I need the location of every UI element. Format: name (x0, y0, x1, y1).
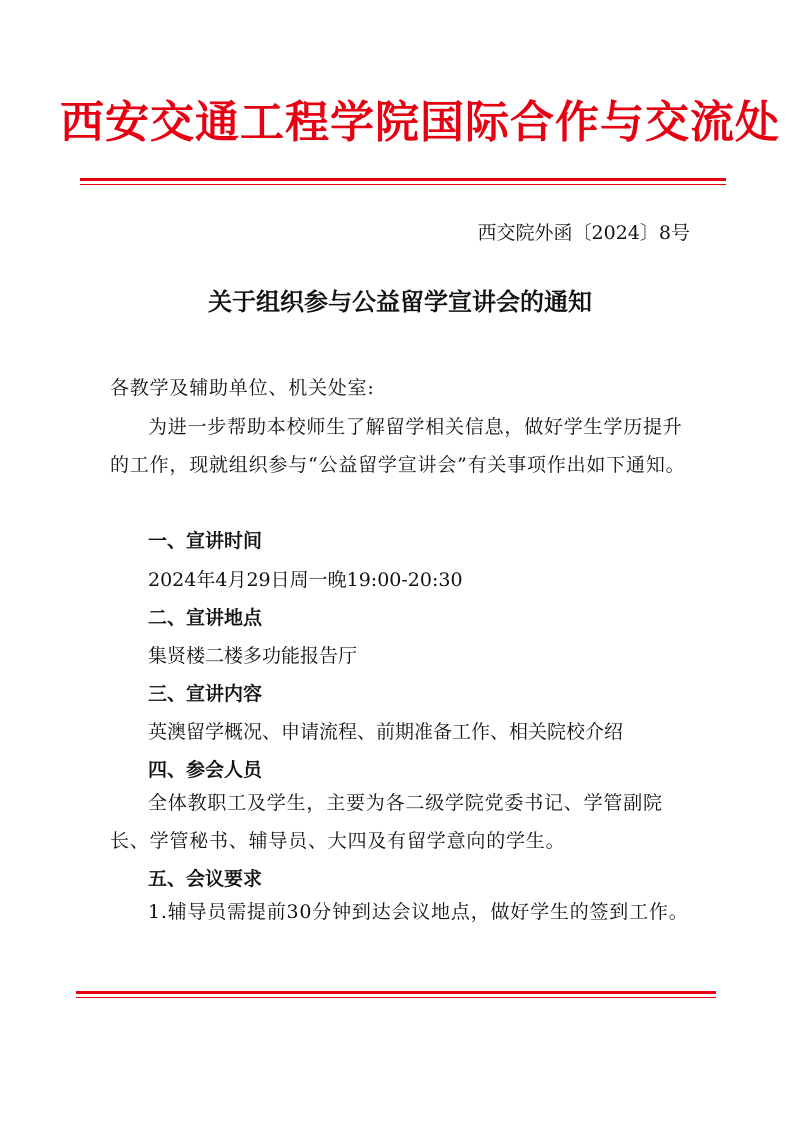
section-heading-time: 一、宣讲时间 (148, 530, 263, 552)
section-heading-attendees: 四、参会人员 (148, 759, 263, 781)
footer-divider-thick (76, 991, 716, 994)
document-title: 关于组织参与公益留学宣讲会的通知 (208, 287, 592, 316)
document-number: 西交院外函〔2024〕8号 (477, 222, 690, 244)
header-divider-thick (80, 178, 726, 181)
org-header-title: 西安交通工程学院国际合作与交流处 (60, 97, 780, 148)
section-heading-content: 三、宣讲内容 (148, 683, 263, 705)
section-heading-location: 二、宣讲地点 (148, 607, 263, 629)
section-content-location: 集贤楼二楼多功能报告厅 (148, 645, 358, 667)
section-content-requirements: 1.辅导员需提前30分钟到达会议地点，做好学生的签到工作。 (148, 901, 689, 923)
section-content-attendees: 全体教职工及学生，主要为各二级学院党委书记、学管副院长、学管秘书、辅导员、大四及有留学意向的学生。 (110, 792, 663, 852)
salutation: 各教学及辅助单位、机关处室: (110, 377, 375, 399)
section-heading-requirements: 五、会议要求 (148, 868, 263, 890)
header-divider-thin (80, 184, 726, 185)
section-content-time: 2024年4月29日周一晚19:00-20:30 (148, 569, 463, 591)
section-content-topics: 英澳留学概况、申请流程、前期准备工作、相关院校介绍 (148, 721, 624, 743)
footer-divider-thin (76, 997, 716, 998)
intro-paragraph: 为进一步帮助本校师生了解留学相关信息，做好学生学历提升的工作，现就组织参与“公益留学宣讲会”有关事项作出如下通知。 (110, 416, 686, 476)
